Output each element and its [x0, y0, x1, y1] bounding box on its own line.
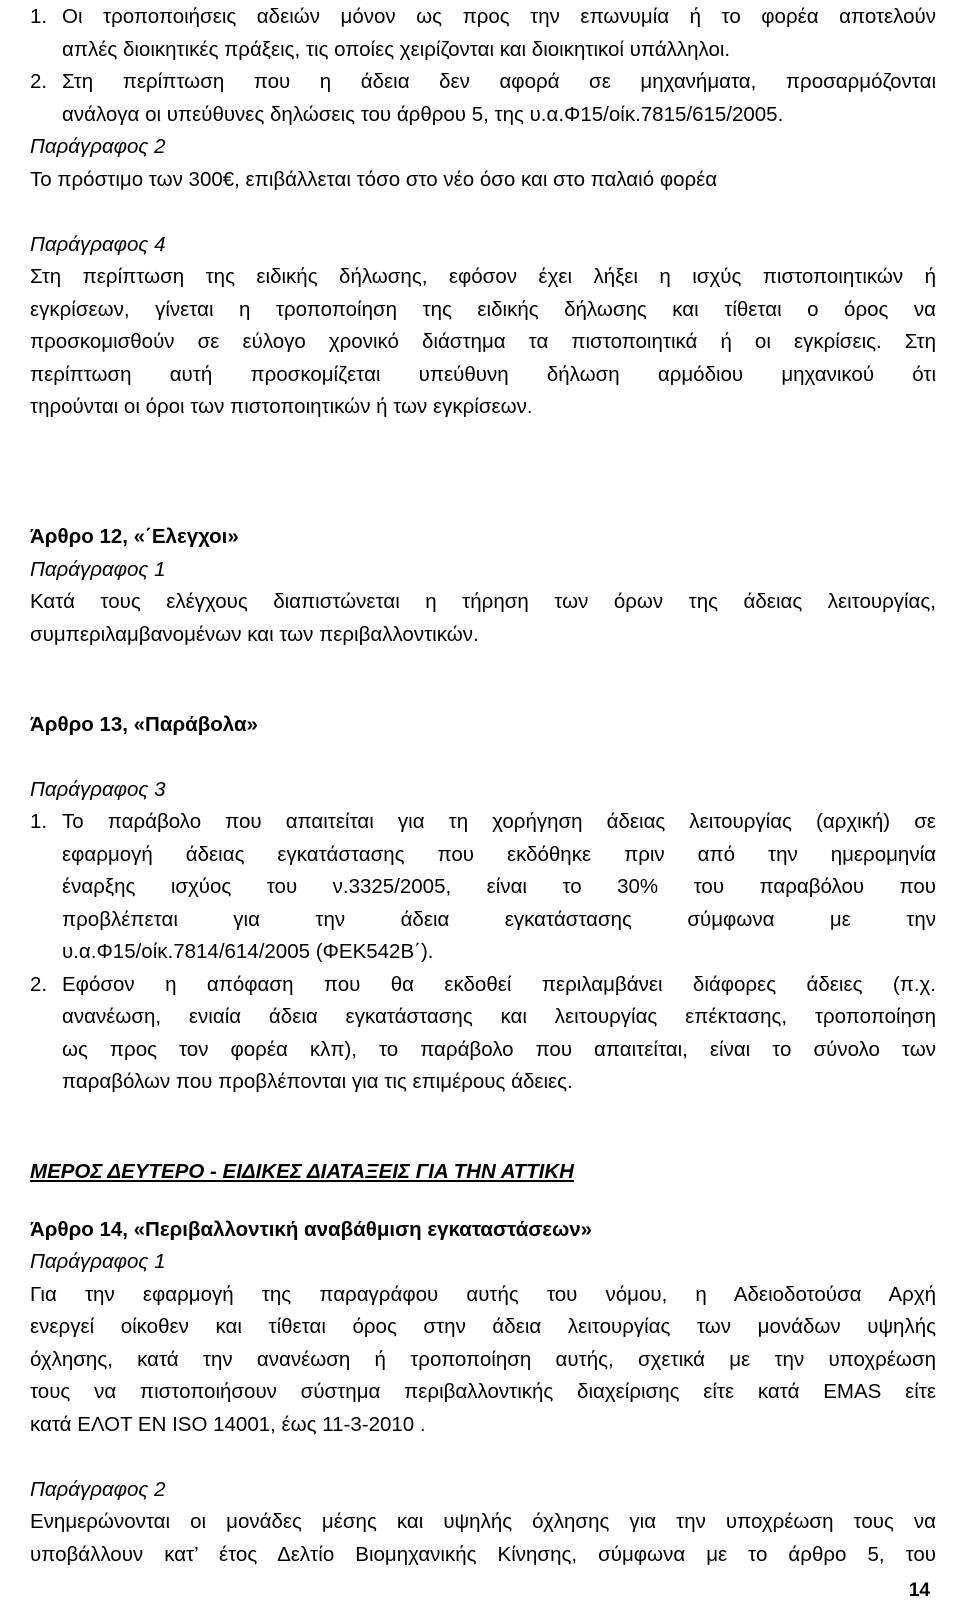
section-heading: Παράγραφος 3 — [30, 777, 166, 801]
text-line: παραβόλων που προβλέπονται για τις επιμέρους άδειες. — [62, 1070, 573, 1093]
text-line: Ενημερώνονται οι μονάδες μέσης και υψηλής όχλησης για την υποχρέωση τους να — [30, 1510, 936, 1533]
text-line: τηρούνται οι όροι των πιστοποιητικών ή των εγκρίσεων. — [30, 395, 533, 418]
list-number: 1. — [30, 5, 48, 28]
list-number: 2. — [30, 972, 48, 996]
text-line: κατά ΕΛΟΤ ΕΝ ISO 14001, έως 11-3-2010 . — [30, 1412, 426, 1436]
section-heading: Παράγραφος 2 — [30, 1477, 166, 1501]
text-line: Στη περίπτωση που η άδεια δεν αφορά σε μηχανήματα, προσαρμόζονται — [62, 70, 936, 93]
page-number: 14 — [908, 1580, 930, 1601]
text-line: ενεργεί οίκοθεν και τίθεται όρος στην άδεια λειτουργίας των μονάδων υψηλής — [30, 1315, 936, 1338]
text-line: προσκομισθούν σε εύλογο χρονικό διάστημα τα πιστοποιητικά ή οι εγκρίσεις. Στη — [30, 330, 936, 353]
text-line: Για την εφαρμογή της παραγράφου αυτής του νόμου, η Αδειοδοτούσα Αρχή — [30, 1282, 936, 1306]
section-heading: Παράγραφος 2 — [30, 135, 166, 158]
text-line: ως προς τον φορέα κλπ), το παράβολο που απαιτείται, είναι το σύνολο των — [62, 1037, 936, 1061]
text-line: Εφόσον η απόφαση που θα εκδοθεί περιλαμβάνει διάφορες άδειες (π.χ. — [62, 972, 936, 996]
text-line: έναρξης ισχύος του ν.3325/2005, είναι το 30% του παραβόλου που — [62, 875, 936, 898]
text-line: υ.α.Φ15/οίκ.7814/614/2005 (ΦΕΚ542Β΄). — [62, 940, 434, 963]
text-line: εγκρίσεων, γίνεται η τροποποίηση της ειδικής δήλωσης και τίθεται ο όρος να — [30, 297, 936, 321]
list-number: 1. — [30, 810, 48, 833]
text-line: υποβάλλουν κατ’ έτος Δελτίο Βιομηχανικής Κίνησης, σύμφωνα με το άρθρο 5, του — [30, 1542, 936, 1566]
article-heading: Άρθρο 13, «Παράβολα» — [30, 712, 258, 736]
section-heading: Παράγραφος 4 — [30, 232, 166, 256]
text-line: όχλησης, κατά την ανανέωση ή τροποποίηση αυτής, σχετικά με την υποχρέωση — [30, 1347, 936, 1371]
article-heading: Άρθρο 14, «Περιβαλλοντική αναβάθμιση εγκαταστάσεων» — [30, 1217, 593, 1241]
section-heading: Παράγραφος 1 — [30, 1250, 166, 1273]
text-line: συμπεριλαμβανομένων και των περιβαλλοντικών. — [30, 622, 479, 646]
text-line: τους να πιστοποιήσουν σύστημα περιβαλλοντικής διαχείρισης είτε κατά EMAS είτε — [30, 1380, 936, 1403]
text-line: Κατά τους ελέγχους διαπιστώνεται η τήρηση των όρων της άδειας λειτουργίας, — [30, 590, 936, 613]
text-line: προβλέπεται για την άδεια εγκατάστασης σύμφωνα με την — [62, 907, 936, 931]
text-line: Το πρόστιμο των 300€, επιβάλλεται τόσο στο νέο όσο και στο παλαιό φορέα — [30, 167, 718, 191]
article-heading: Άρθρο 12, «΄Ελεγχοι» — [30, 525, 239, 548]
text-line: ανάλογα οι υπεύθυνες δηλώσεις του άρθρου 5, της υ.α.Φ15/οίκ.7815/615/2005. — [62, 102, 784, 126]
text-line: Το παράβολο που απαιτείται για τη χορήγηση άδειας λειτουργίας (αρχική) σε — [62, 810, 936, 833]
part-heading: ΜΕΡΟΣ ΔΕΥΤΕΡΟ - ΕΙΔΙΚΕΣ ΔΙΑΤΑΞΕΙΣ ΓΙΑ ΤΗΝ ΑΤΤΙΚΗ — [30, 1160, 574, 1183]
text-line: περίπτωση αυτή προσκομίζεται υπεύθυνη δήλωση αρμόδιου μηχανικού ότι — [30, 362, 936, 386]
text-line: εφαρμογή άδειας εγκατάστασης που εκδόθηκε πριν από την ημερομηνία — [62, 842, 936, 866]
list-number: 2. — [30, 70, 48, 93]
text-line: Στη περίπτωση της ειδικής δήλωσης, εφόσον έχει λήξει η ισχύς πιστοποιητικών ή — [30, 265, 936, 288]
text-line: ανανέωση, ενιαία άδεια εγκατάστασης και λειτουργίας επέκτασης, τροποποίηση — [62, 1005, 936, 1028]
section-heading: Παράγραφος 1 — [30, 557, 166, 581]
text-line: απλές διοικητικές πράξεις, τις οποίες χειρίζονται και διοικητικοί υπάλληλοι. — [62, 37, 731, 61]
text-line: Οι τροποποιήσεις αδειών μόνον ως προς την επωνυμία ή το φορέα αποτελούν — [62, 5, 936, 28]
